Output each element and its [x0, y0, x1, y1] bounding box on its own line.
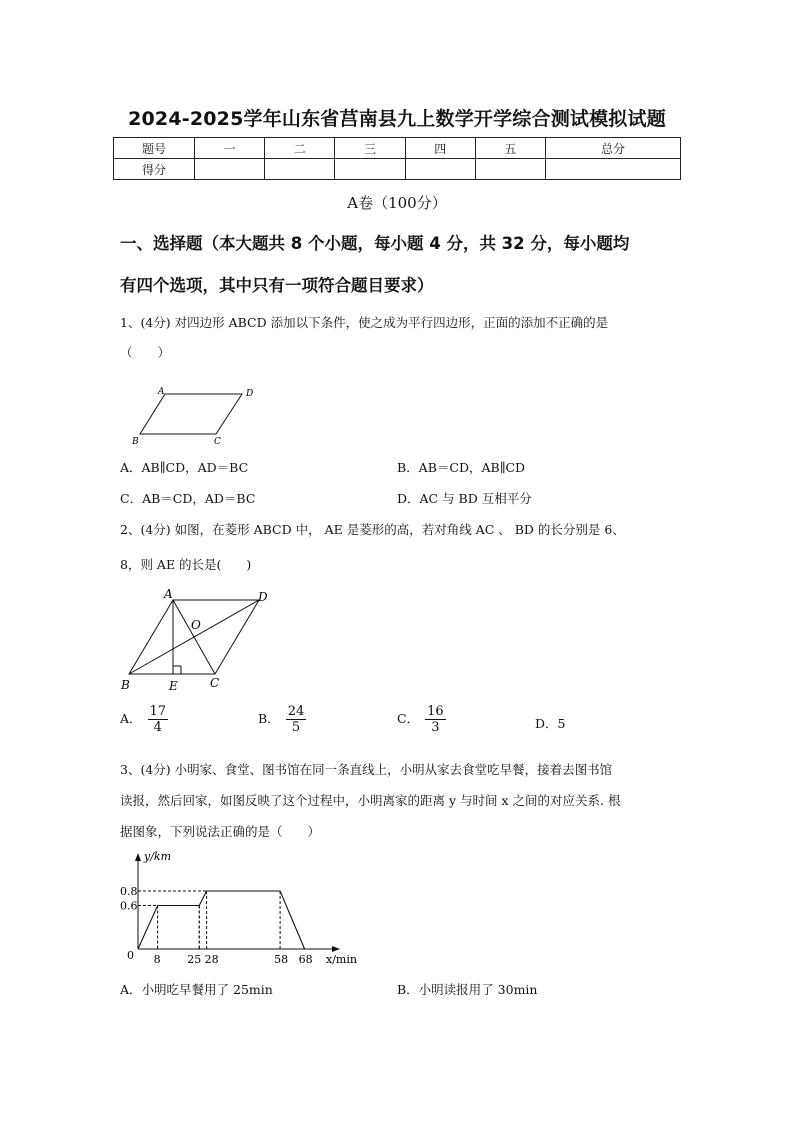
y-axis-label: y/km [144, 850, 172, 863]
score-header-cell: 五 [475, 138, 545, 159]
score-cell[interactable] [546, 159, 681, 180]
score-table-header-row [114, 138, 681, 159]
score-header-cell: 四 [405, 138, 475, 159]
x-tick-label: 25 [187, 953, 202, 966]
x-tick-label: 68 [298, 953, 313, 966]
x-tick-label: 8 [153, 953, 161, 966]
score-header-cell: 一 [195, 138, 265, 159]
y-tick-label: 0.8 [120, 885, 138, 898]
q2-option-b[interactable] [258, 704, 306, 735]
q1-label-a: A [158, 387, 165, 397]
x-tick-label: 28 [204, 953, 219, 966]
section-heading-line2: 有四个选项，其中只有一项符合题目要求） [120, 276, 434, 295]
fraction-numerator: 17 [149, 704, 167, 719]
q2-option-a[interactable] [120, 704, 168, 735]
q1-paren: （ ） [120, 345, 171, 360]
q3-line1: 3、(4分) 小明家、食堂、图书馆在同一条直线上，小明从家去食堂吃早餐，接着去图书馆 [120, 762, 613, 777]
score-header-cell: 三 [335, 138, 405, 159]
q1-parallelogram-figure [128, 382, 268, 452]
x-axis-arrow [332, 946, 340, 952]
exam-title: 2024-2025学年山东省莒南县九上数学开学综合测试模拟试题 [128, 108, 666, 130]
q3-option-a[interactable]: A．小明吃早餐用了 25min [120, 982, 273, 997]
q2-option-a-fraction [148, 704, 169, 735]
q1-option-c[interactable]: C．AB＝CD，AD＝BC [120, 491, 256, 506]
q2-option-c-label: C． [397, 711, 420, 726]
q2-label-e: E [169, 679, 178, 693]
q2-option-b-fraction [286, 704, 307, 735]
y-axis-arrow [135, 853, 141, 861]
q2-label-c: C [210, 676, 220, 690]
score-table [113, 137, 681, 180]
parallelogram-shape [140, 394, 242, 434]
q1-option-a[interactable]: A．AB∥CD，AD＝BC [120, 460, 249, 475]
y-tick-label: 0.6 [120, 899, 138, 913]
score-cell[interactable] [195, 159, 265, 180]
q1-label-d: D [246, 389, 254, 399]
q2-line2: 8，则 AE 的长是( ) [120, 557, 252, 572]
score-header-cell: 二 [265, 138, 335, 159]
q1-option-b[interactable]: B．AB＝CD，AB∥CD [397, 460, 526, 475]
q3-line2: 读报，然后回家，如图反映了这个过程中，小明离家的距离 y 与时间 x 之间的对应关系. 根 [120, 793, 621, 808]
origin-label: 0 [127, 949, 134, 962]
q2-rhombus-figure [115, 586, 285, 696]
score-header-cell: 题号 [114, 138, 195, 159]
y-tick-labels [120, 885, 138, 913]
q2-option-a-label: A． [120, 711, 142, 726]
fraction-denominator: 5 [291, 720, 301, 735]
diagonal-bd [129, 600, 259, 674]
q3-distance-time-graph [118, 845, 368, 970]
fraction-numerator: 16 [427, 704, 444, 719]
q2-label-d: D [258, 590, 268, 604]
x-axis-label: x/min [326, 953, 357, 966]
q1-stem: 1、(4分) 对四边形 ABCD 添加以下条件，使之成为平行四边形，正面的添加不正确的是 [120, 315, 609, 330]
right-angle-mark [173, 666, 181, 674]
score-cell[interactable] [335, 159, 405, 180]
q1-option-d[interactable]: D．AC 与 BD 互相平分 [397, 491, 532, 506]
score-header-cell: 总分 [546, 138, 681, 159]
score-cell[interactable] [475, 159, 545, 180]
x-tick-label: 58 [274, 953, 289, 966]
q2-option-d[interactable]: D．5 [535, 716, 566, 731]
section-heading-line1: 一、选择题（本大题共 8 个小题，每小题 4 分，共 32 分，每小题均 [120, 234, 630, 253]
q2-option-c[interactable] [397, 704, 446, 735]
q2-label-a: A [164, 587, 173, 601]
q2-label-o: O [191, 618, 201, 632]
score-row-label: 得分 [114, 159, 195, 180]
q3-line3: 据图象，下列说法正确的是（ ） [120, 824, 321, 839]
score-table-score-row [114, 159, 681, 180]
score-cell[interactable] [265, 159, 335, 180]
q1-label-c: C [214, 437, 221, 447]
x-tick-labels [154, 953, 313, 966]
fraction-denominator: 3 [431, 720, 440, 735]
q2-option-c-fraction [425, 704, 446, 735]
fraction-denominator: 4 [153, 720, 162, 735]
distance-series-line [138, 891, 305, 949]
q2-option-b-label: B． [258, 711, 280, 726]
part-title: A卷（100分） [347, 194, 447, 212]
q3-option-b[interactable]: B．小明读报用了 30min [397, 982, 538, 997]
q2-line1: 2、(4分) 如图，在菱形 ABCD 中， AE 是菱形的高，若对角线 AC 、 BD 的长分别是 6、 [120, 522, 625, 537]
q2-label-b: B [121, 678, 130, 692]
score-cell[interactable] [405, 159, 475, 180]
fraction-numerator: 24 [287, 704, 305, 719]
q1-label-b: B [132, 437, 139, 447]
dashed-guides [138, 891, 280, 949]
